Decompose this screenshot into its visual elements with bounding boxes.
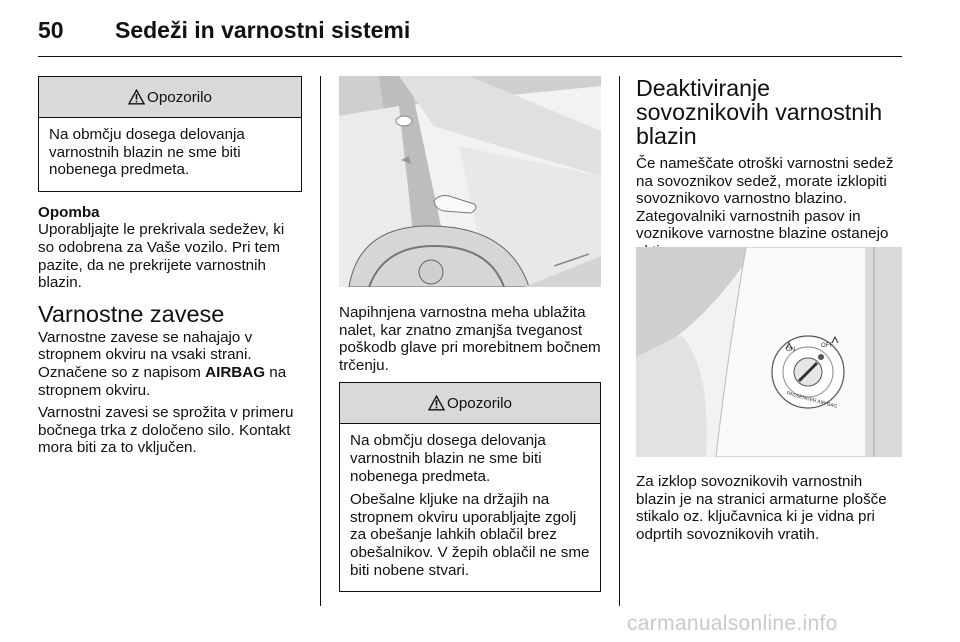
switch-off-label: OFF [821,343,833,349]
paragraph: Varnostni zavesi se sprožita v primeru bočnega trka z določeno silo. Kontakt mora biti za to vključen. [38,404,294,457]
curtain-airbag-illustration [339,76,601,287]
column-right [636,76,902,261]
note-text: Uporabljajte le prekrivala sedežev, ki so odobrena za Vaše vozilo. Pri tem pazite, da ne prekrijete varnostnih blazin. [38,221,285,292]
section-heading: Varnostne zavese [38,300,225,327]
airbag-switch-drawing [636,247,902,457]
switch-label: PASSENGER AIR BAG [785,390,838,410]
airbag-switch-illustration [636,247,902,457]
column-divider [320,76,321,606]
paragraph: Varnostne zavese se nahajajo v stropnem okviru na vsaki strani. [38,328,253,364]
column-middle [339,304,601,592]
warning-header [39,77,301,118]
text-run: Označene so z napisom [38,363,206,381]
section-heading: Deaktiviranje sovoznikovih varnostnih blazin [636,75,883,149]
column-right-lower [636,473,902,543]
warning-header [340,383,600,424]
text-run: na stropnem okviru. [38,363,287,399]
warning-label: Opozorilo [147,88,212,106]
page-number: 50 [38,17,64,43]
warning-box [38,76,302,192]
paragraph: Za izklop sovoznikovih varnostnih blazin je na stranici armaturne plošče stikalo oz. ključavnica ki je vidna pri odprtih sovoznikovih vratih. [636,473,887,543]
warning-label: Opozorilo [447,394,512,412]
curtain-airbag-drawing [339,76,601,287]
airbag-label: AIRBAG [205,363,266,381]
warning-box [339,382,601,592]
figure-caption: Napihnjena varnostna meha ublažita nalet, kar znatno zmanjša tveganost poškodb glave pri morebitnem bočnem trčenju. [339,304,601,374]
warning-text: Na obmčju dosega delovanja varnostnih blazin ne sme biti nobenega predmeta. [49,126,245,179]
page-title: Sedeži in varnostni sistemi [115,17,411,43]
column-divider [619,76,620,606]
paragraph [38,364,302,399]
page-header [38,17,902,51]
note-heading: Opomba [38,203,100,221]
column-left [38,76,302,457]
warning-text: Na obmčju dosega delovanja varnostnih blazin ne sme biti nobenega predmeta. [350,432,546,485]
warning-triangle-icon [428,395,445,411]
watermark: carmanualsonline.info [627,612,838,635]
warning-triangle-icon [128,89,145,105]
switch-on-label: ON [786,347,795,353]
warning-text: Obešalne kljuke na držajih na stropnem okviru uporabljajte zgolj za obešanje lahkih oblačil brez obešalnikov. V žepih oblačil ne sme biti nobene stvari. [350,491,590,579]
paragraph: Če nameščate otroški varnostni sedež na sovoznikov sedež, morate izklopiti sovoznikovo varnostno blazino. Zategovalniki varnostnih pasov in voznikove varnostne blazine ostanejo [636,155,894,243]
header-divider [38,56,902,57]
